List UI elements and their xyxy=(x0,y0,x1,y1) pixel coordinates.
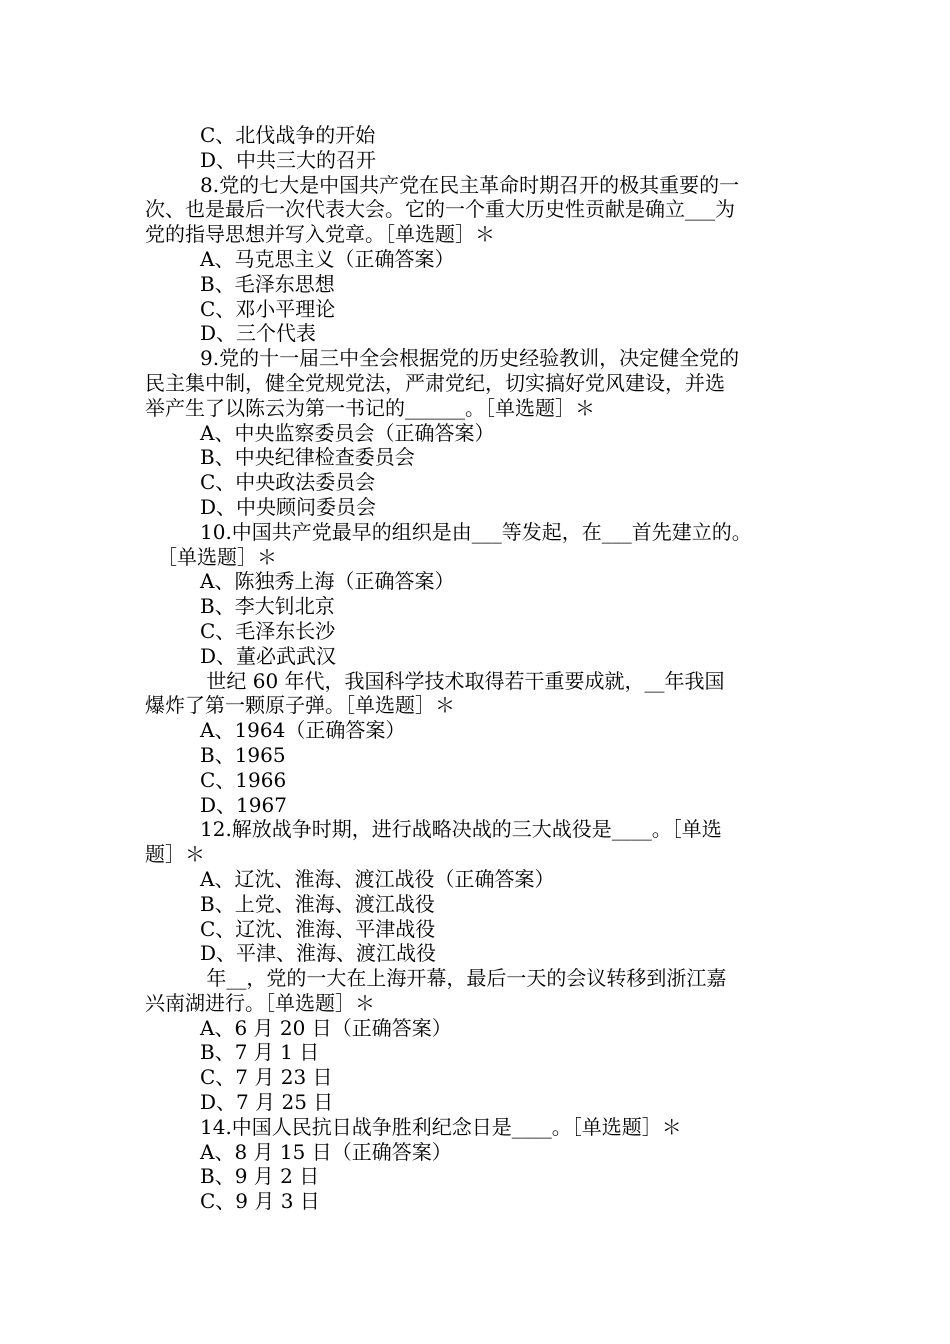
question-text: 14.中国人民抗日战争胜利纪念日是____。［单选题］＊ xyxy=(200,1114,682,1139)
answer-option: D、平津、淮海、渡江战役 xyxy=(200,941,437,966)
answer-option: A、辽沈、淮海、渡江战役（正确答案） xyxy=(200,866,555,891)
answer-option: A、陈独秀上海（正确答案） xyxy=(200,569,455,594)
answer-option: C、北伐战争的开始 xyxy=(200,123,376,147)
question-text-continued: 举产生了以陈云为第一书记的______。［单选题］＊ xyxy=(145,395,595,420)
answer-option: A、8 月 15 日（正确答案） xyxy=(200,1139,452,1164)
question-text: 10.中国共产党最早的组织是由___等发起，在___首先建立的。 xyxy=(200,519,752,544)
answer-option: D、中央顾问委员会 xyxy=(200,494,377,519)
answer-option: C、邓小平理论 xyxy=(200,296,336,321)
answer-option: A、1964（正确答案） xyxy=(200,718,406,743)
question-text-continued: 兴南湖进行。［单选题］＊ xyxy=(145,990,375,1015)
answer-option: B、9 月 2 日 xyxy=(200,1164,320,1189)
answer-option: A、马克思主义（正确答案） xyxy=(200,246,455,271)
answer-option: C、毛泽东长沙 xyxy=(200,618,336,643)
question-list xyxy=(145,123,810,1214)
answer-option: B、7 月 1 日 xyxy=(200,1040,320,1065)
answer-option: D、董必武武汉 xyxy=(200,643,337,668)
answer-option: B、上党、淮海、渡江战役 xyxy=(200,891,435,916)
answer-option: C、9 月 3 日 xyxy=(200,1189,320,1214)
answer-option: C、1966 xyxy=(200,767,287,792)
answer-option: D、中共三大的召开 xyxy=(200,147,377,172)
answer-option: A、6 月 20 日（正确答案） xyxy=(200,1015,452,1040)
answer-option: B、毛泽东思想 xyxy=(200,271,335,296)
answer-option: D、三个代表 xyxy=(200,321,317,346)
question-text-continued: 题］＊ xyxy=(145,842,205,867)
question-text-continued: 党的指导思想并写入党章。［单选题］＊ xyxy=(145,222,495,247)
answer-option: C、7 月 23 日 xyxy=(200,1065,333,1090)
question-text-continued: 次、也是最后一次代表大会。它的一个重大历史性贡献是确立___为 xyxy=(145,197,735,222)
answer-option: C、辽沈、淮海、平津战役 xyxy=(200,916,436,941)
answer-option: B、中央纪律检查委员会 xyxy=(200,445,415,470)
answer-option: B、1965 xyxy=(200,742,286,767)
question-text-continued: 民主集中制，健全党规党法，严肃党纪，切实搞好党风建设，并选 xyxy=(145,370,725,395)
question-text: 世纪 60 年代，我国科学技术取得若干重要成就，__年我国 xyxy=(200,668,725,693)
answer-option: A、中央监察委员会（正确答案） xyxy=(200,420,495,445)
answer-option: D、1967 xyxy=(200,792,287,817)
question-text: 12.解放战争时期，进行战略决战的三大战役是____。［单选 xyxy=(200,817,722,842)
question-text-continued: 爆炸了第一颗原子弹。［单选题］＊ xyxy=(145,693,455,718)
question-text: 8.党的七大是中国共产党在民主革命时期召开的极其重要的一 xyxy=(200,172,740,197)
answer-option: D、7 月 25 日 xyxy=(200,1090,334,1115)
answer-option: B、李大钊北京 xyxy=(200,594,335,619)
question-text-continued: ［单选题］＊ xyxy=(157,544,277,569)
question-text: 年__，党的一大在上海开幕，最后一天的会议转移到浙江嘉 xyxy=(200,966,727,991)
question-text: 9.党的十一届三中全会根据党的历史经验教训，决定健全党的 xyxy=(200,346,740,371)
answer-option: C、中央政法委员会 xyxy=(200,470,376,495)
